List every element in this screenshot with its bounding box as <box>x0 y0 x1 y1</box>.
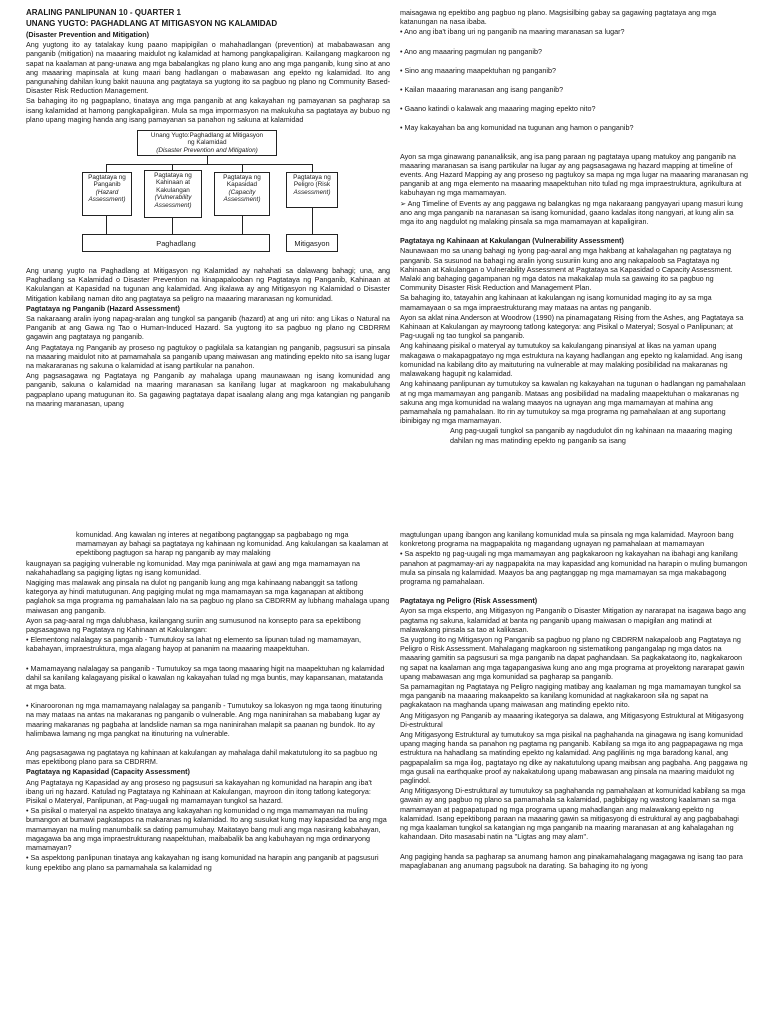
bullet-item: • Sa aspekto ng pag-uugali ng mga mamamayan ang pagkakaroon ng kakayahan na ibahagi ang kanilang panahon at pagmamay-ari ay nagpapakita na may kapasidad ang komunidad na harapin o muling bumangon mula sa pinsala ng kalamidad. Maayos ba ang pagtanggap ng mga mamamayan sa mga makabagong programa ng pamahalaan. <box>400 549 748 587</box>
paragraph: Ang Mitigasyong Di-estruktural ay tumutukoy sa paghahanda ng pamahalaan at komunidad kabilang sa mga gawain ay ang pagbuo ng plano sa pamamahala sa kalamidad, pagbibigay ng wastong kaalaman sa mga mamamayan at pagpapatupad ng mga programa upang mahadlangan ang malawakang epekto ng kalamidad. Isang epektibong paraan na maaaring gawin sa mitigasyong di estruktural ay ang pagbabahagi ng mga kaalaman tungkol sa katangian ng mga panganib na maaring maranasan at ang kahalagahan ng kahandaan. Dito masasabi natin na "Ligtas ang may alam". <box>400 786 746 842</box>
diagram-connector <box>207 156 208 164</box>
diagram-box-text: Paghadlang <box>156 239 196 249</box>
diagram-hazard-box <box>82 172 132 216</box>
top-left-column <box>26 8 390 409</box>
diagram-connector <box>312 208 313 234</box>
bullet-item: • Kinarooronan ng mga mamamayang nalalagay sa panganib - Tumutukoy sa lokasyon ng mga taong itinuturing na may mataas na antas na makaranas ng panganib o vulnerable. Ang mga naninirahan sa mababang lugar ay maaring makaranas ng pagbaha at landslide naman sa mga naninirahan malapit sa paanan ng bundok. Ito ay halimbawa lamang ng mga pangkat na itinuturing na vulnerable. <box>26 701 382 738</box>
paragraph: Ayon sa mga ginawang pananaliksik, ang isa pang paraan ng pagtataya upang matukoy ang panganib na maaaring maranasan sa isang partikular na lugar ay ang pagsasagawa ng hazard mapping at timeline of events. Ang Hazard Mapping ay ang proseso ng pagtukoy sa mapa ng mga lugar na maaaring maranasan ng panganib at ang mga elemento na maaaring maapektuhan nito tulad ng mga impraestruktura, agrikultura at kabuhayan ng mga mamamayan. <box>400 151 749 198</box>
diagram-box-text: Assessment) <box>223 196 261 204</box>
diagram-connector <box>242 164 243 172</box>
paragraph: komunidad. Ang kawalan ng interes at negatibong pagtanggap sa pagbabago ng mga mamamayan ay bahagi sa pagtataya ng kahinaan ng komunidad. Ang kakulangan sa kaalaman at epektibong pagtugon sa harap ng panganib ay may malaking <box>76 530 389 558</box>
diagram-connector <box>106 216 107 234</box>
section-heading-vulnerability: Pagtataya ng Kahinaan at Kakulangan (Vulnerability Assessment) <box>400 236 624 246</box>
diagram-connector <box>106 164 107 172</box>
paragraph: Ang yugtong ito ay tatalakay kung paano mapipigilan o mahahadlangan (prevention) at mababawasan ang panganib (mitigation) na maaaring maidulot ng kalamidad at hamong pangkapaligiran. Kailangang magkaroon ng sapat na kaalaman at pang-unawa ang mga babalangkas ng plano kung ano ang mga panganib, kung sino at ano ang maaaring mapinsala at kung maari bang hadlangan o mabawasan ang epekto ng kalamidad. Ito ang pangunahing dahilan kung bakit nauuna ang pagtataya sa yugtong ito sa pagbuo ng plano ng Community Based-Disaster Risk Reduction Management. <box>26 40 390 96</box>
diagram-connector <box>172 218 173 234</box>
diagram-box-text: Kapasidad <box>226 181 258 189</box>
diagram-root-text: ng Kalamidad <box>187 139 227 147</box>
diagram-risk-box <box>286 172 338 208</box>
diagram-box-text: Pagtataya ng <box>88 174 126 182</box>
paragraph: Ayon sa pag-aaral ng mga dalubhasa, kailangang suriin ang sumusunod na konsepto para sa epektibong pagsasagawa ng Pagtataya ng Kahinaan at Kakulangan: <box>26 615 361 635</box>
paragraph: Ang Pagtataya ng Kapasidad ay ang proseso ng pagsusuri sa kakayahan ng komunidad na harapin ang iba't ibang uri ng hazard. Katulad ng Pagtataya ng Kahinaan at Kakulangan, mayroon din itong tatlong kategorya: Pisikal o Materyal, Panlipunan, at Pag-uugali ng mamamayan tungkol sa hazard. <box>26 777 372 806</box>
paragraph: Ang pagiging handa sa pagharap sa anumang hamon ang pinakamahalagang magagawa ng isang tao para mapaglabanan ang anumang pagsubok na darating. Sa bahaging ito ng iyong <box>400 851 743 870</box>
paragraph: Ang unang yugto na Paghadlang at Mitigasyon ng Kalamidad ay nahahati sa dalawang bahagi; una, ang Paghadlang sa Kalamidad o Disaster Prevention na kinapapalooban ng Pagtataya ng Panganib, Kahinaan at Kakulangan at Kapasidad na tugunan ang kalamidad. Ang ikalawa ay ang Mitigasyon ng Kalamidad o Disaster Mitigation kabilang naman dito ang pagtataya sa peligro na maaaring maranasan ng komunidad. <box>26 266 390 303</box>
guide-question: • May kakayahan ba ang komunidad na tugunan ang hamon o panganib? <box>400 123 634 133</box>
diagram-box-text: Mitigasyon <box>294 239 330 249</box>
diagram-box-text: (Hazard <box>95 188 119 196</box>
paragraph: Ang Pagtataya ng Panganib ay proseso ng pagtukoy o pagkilala sa katangian ng panganib, pagsusuri sa pinsala na maaaring maidulot nito at pamamahala sa panganib upang maiwasan ang matinding epekto nito sa isang lugar na makararanas ng sakuna o kalamidad at isang partikular na panahon. <box>26 342 390 371</box>
diagram-box-text: Assessment) <box>154 201 192 209</box>
diagram-mitigation-box <box>286 234 338 252</box>
guide-question: • Ano ang iba't ibang uri ng panganib na maaring maranasan sa lugar? <box>400 27 625 37</box>
paragraph: maisagawa ng epektibo ang pagbuo ng plano. Magsisilbing gabay sa gagawing pagtataya ang mga katanungan na nasa ibaba. <box>400 8 717 27</box>
guide-question: • Gaano katindi o kalawak ang maaaring maging epekto nito? <box>400 104 596 114</box>
guide-question: • Ano ang maaaring pagmulan ng panganib? <box>400 46 542 56</box>
bottom-left-column <box>26 530 390 873</box>
top-right-column <box>400 8 748 446</box>
paragraph: Ang kahinaang panlipunan ay tumutukoy sa kawalan ng kakayahan na tugunan o hadlangan ng pamahalaan at ng mga mamamayan ang panganib. Mataas ang posibilidad na madaling maapektuhan o makaranas ng sakuna ang mga komunidad na walang maayos na ugnayan ang mga mamamayan at mahina ang pamamahala ng pamahalaan. Ito rin ay tumutukoy sa mga programa ng pamahalaan at ang suportang ibinibigay ng mga mamamayan. <box>400 379 746 426</box>
section-heading-hazard: Pagtataya ng Panganib (Hazard Assessment) <box>26 303 180 313</box>
diagram-box-text: Pagtataya ng <box>223 174 261 182</box>
paragraph: Sa nakaraang aralin iyong napag-aralan ang tungkol sa panganib (hazard) at ang uri nito: ang Likas o Natural na Panganib at ang Gawa ng Tao o Human-Induced Hazard. Sa yugtong ito sa pagbuo ng plano ng CBDRRM gagawin ang pagtataya ng panganib. <box>26 314 390 342</box>
paragraph: Sa yugtong ito ng Mitigasyon ng Panganib sa pagbuo ng plano ng CBDRRM nakapaloob ang Pagtataya ng Peligro o Risk Assessment. Mahalagang magkaroon ng sistematikong pangangalap ng mga datos na maaaring gamitin sa pagsusuri sa mga panganib na dapat paghandaan. Sa pagkakataong ito, nagkakaroon ng sapat na kaalaman ang mga tagapangasiwa kung ano ang mga programa at proyektong nararapat gawin upang mabawasan ang mga komunidad sa pagharap sa panganib. <box>400 635 745 681</box>
bullet-item: • Elementong nalalagay sa panganib - Tumutukoy sa lahat ng elemento sa lipunan tulad ng mamamayan, kabahayan, impraestruktura, mga alagang hayop at pananim na maaaring maapektuhan. <box>26 635 361 654</box>
paragraph: Naunawaan mo sa unang bahagi ng iyong pag-aaral ang mga hakbang at kahalagahan ng pagtataya ng panganib. Sa susunod na bahagi ng aralin iyong susuriin kung ano ang nakapaloob sa Pagtataya ng Kahinaan at Kakulangan o Vulnerability Assessment at Pagtataya sa Kapasidad o Capacity Assessment. Malaki ang bahaging gagampanan ng mga datos na makakalap mula sa gawaing ito sa pagbuo ng Community Disaster Risk Reduction and Management Plan. <box>400 246 733 293</box>
paragraph: Ang pagsasagawa ng pagtataya ng kahinaan at kakulangan ay mahalaga dahil makatutulong ito sa pagbuo ng mas epektibong plano para sa CBDRRM. <box>26 748 378 767</box>
diagram-prevention-box <box>82 234 270 252</box>
diagram-root-box <box>137 130 277 156</box>
diagram-connector <box>106 164 312 165</box>
bullet-item: • Sa pisikal o materyal na aspekto tinataya ang kakayahan ng komunidad o ng mga mamamayan na muling bumangon at bumawi pagkatapos na makaranas ng kalamidad. Ito ang susukat kung may kapasidad ba ang mga mamamayan na muling manumbalik sa dating pamumuhay. Maitatayo bang muli ang mga nasirang kabahayan, magagawa ba ang mga impraestrukturang naapektuhan, maibabalik ba ang kabuhayan ng mga ordinaryong mamamayan? <box>26 806 387 853</box>
prevention-mitigation-diagram <box>82 130 332 260</box>
lesson-subtitle: (Disaster Prevention and Mitigation) <box>26 30 150 39</box>
section-heading-risk: Pagtataya ng Peligro (Risk Assessment) <box>400 596 538 606</box>
paragraph: Ang pagsasagawa ng Pagtataya ng Panganib ay mahalaga upang maunawaan ng isang komunidad ang panganib, sakuna o kalamidad na maaring maranasan sa kanilang lugar at magkaroon ng makabuluhang pagpaplano upang matugunan ito. Sa gagawing pagtataya dapat isaalang alang ang mga katangian ng panganib na maaring maranasan, upang <box>26 371 390 408</box>
guide-question: • Kailan maaaring maranasan ang isang panganib? <box>400 85 564 95</box>
diagram-box-text: Panganib <box>93 181 121 189</box>
diagram-box-text: Peligro (Risk <box>293 181 331 189</box>
bullet-item: • Sa aspektong panlipunan tinataya ang kakayahan ng isang komunidad na harapin ang panganib at pagsusuri kung epektibo ang plano sa pamamahala sa kalamidad ng <box>26 853 379 872</box>
paragraph: Sa bahaging ito ng pagpaplano, tinataya ang mga panganib at ang kakayahan ng pamayanan sa pagharap sa isang kalamidad at hamong pangkapaligiran. Mula sa mga impormasyon na makukuha sa pagtataya ay bubuo ng plano upang maging handa ang isang pamayanan sa panahon ng sakuna at kalamidad <box>26 96 390 124</box>
paragraph: Ang kahinaang pisikal o materyal ay tumutukoy sa kakulangang pinansiyal at likas na yaman upang makagawa o makapagpatayo ng mga estruktura na kayang hadlangan ang epekto ng kalamidad. Ang isang komunidad na kabilang dito ay maituturing na vulnerable at may malaking posibilidad na makaranas ng malawakang hagupit ng kalamidad. <box>400 341 743 379</box>
diagram-capacity-box <box>214 172 270 216</box>
paragraph: ➢ Ang Timeline of Events ay ang paggawa ng balangkas ng mga nakaraang pangyayari upang masuri kung ano ang mga panganib na naranasan sa isang komunidad, gaano kadalas itong nangyari, at kung alin sa mga ito ang nagdulot ng malaking pinsala sa mga mamamayan at kapaligiran. <box>400 198 743 227</box>
diagram-connector <box>312 164 313 172</box>
diagram-root-text: Unang Yugto:Paghadlang at Mitigasyon <box>150 132 264 140</box>
paragraph: magtulungan upang ibangon ang kanilang komunidad mula sa pinsala ng mga kalamidad. Mayroon bang konkretong programa na magpapakita ng magandang ugnayan ng pamahalaan at mamamayan <box>400 530 734 549</box>
paragraph: Sa bahaging ito, tatayahin ang kahinaan at kakulangan ng isang komunidad maging ito ay sa mga mamamayaan o sa mga impraestrukturang may mataas na antas ng panganib. <box>400 293 712 312</box>
paragraph: Sa pamamagitan ng Pagtataya ng Peligro nagiging matibay ang kaalaman ng mga mamamayan tungkol sa mga panganib na maaaring makaapekto sa kanilang komunidad at nagkakaroon sila ng sapat na pagkakataon na maghanda upang maiwasan ang matinding epekto nito. <box>400 682 741 710</box>
paragraph: Ang Mitigasyon ng Panganib ay maaaring ikategorya sa dalawa, ang Mitigasyong Estruktural at Mitigasyong Di-estruktural <box>400 710 744 729</box>
diagram-box-text: Pagtataya ng <box>154 172 192 180</box>
paragraph: Ayon sa aklat nina Anderson at Woodrow (1990) na pinamagatang Rising from the Ashes, ang Pagtataya sa Kahinaan at Kakulangan ay mayroong tatlong kategorya: ang Pisikal o Materyal; Sosyal o Panlipunan; at Pag-uugali ng tao tungkol sa panganib. <box>400 312 744 341</box>
paragraph: Ang pag-uugali tungkol sa panganib ay nagdudulot din ng kahinaan na maaaring maging dahilan ng mas matinding epekto ng panganib sa isang <box>450 426 733 445</box>
diagram-box-text: Kahinaan at <box>155 179 191 187</box>
section-heading-capacity: Pagtataya ng Kapasidad (Capacity Assessment) <box>26 767 190 777</box>
paragraph: Ang Mitigasyong Estruktural ay tumutukoy sa mga pisikal na paghahanda na ginagawa ng isang komunidad upang maging handa sa panahon ng pagtama ng panganib. Kabilang sa mga ito ang pagpapagawa ng mga estruktura na hahadlang sa matinding epekto ng kalamidad. Ang paglilinis ng mga baradong kanal, ang pagpapalalim sa mga ilog, pagtatayo ng dike ay nakatutulong upang maibsan ang pagbaha. Ang paggawa ng mga gusali na earthquake proof ay nakakatulong upang mabawasan ang pinsala na maaring maidulot ng paglindol. <box>400 730 748 786</box>
diagram-connector <box>242 216 243 234</box>
paragraph: Ayon sa mga eksperto, ang Mitigasyon ng Panganib o Disaster Mitigation ay nararapat na isagawa bago ang pagtama ng sakuna, kalamidad at banta ng panganib upang maiwasan o mapigilan ang matindi at malawakang pinsala sa tao at kalikasan. <box>400 606 746 634</box>
diagram-vulnerability-box <box>144 170 202 218</box>
paragraph: kaugnayan sa pagiging vulnerable ng komunidad. May mga paniniwala at gawi ang mga mamamayan na nakahahadlang sa pagiging ligtas ng isang komunidad. <box>26 558 361 577</box>
diagram-box-text: Pagtataya ng <box>293 174 331 182</box>
lesson-title: UNANG YUGTO: PAGHADLANG AT MITIGASYON NG KALAMIDAD <box>26 19 278 28</box>
diagram-box-text: Assessment) <box>88 196 126 204</box>
course-header: ARALING PANLIPUNAN 10 - QUARTER 1 <box>26 8 181 17</box>
guide-question: • Sino ang maaaring maapektuhan ng panganib? <box>400 65 556 75</box>
diagram-box-text: Assessment) <box>293 188 331 196</box>
bottom-right-column <box>400 530 748 871</box>
diagram-box-text: (Capacity <box>228 188 256 196</box>
diagram-box-text: Kakulangan <box>156 186 190 194</box>
diagram-box-text: (Vulnerability <box>154 194 192 202</box>
diagram-root-text: (Disaster Prevention and Mitigation) <box>156 146 258 154</box>
bullet-item: • Mamamayang nalalagay sa panganib - Tumutukoy sa mga taong maaaring higit na maapektuhan ng kalamidad dahil sa kanilang kalagayang pisikal o kawalan ng kakayahan tulad ng mga buntis, may kapansanan, matatanda at mga bata. <box>26 663 385 692</box>
paragraph: Nagiging mas malawak ang pinsala na dulot ng panganib kung ang mga kahinaang nabanggit sa tatlong kategorya ay hindi matutugunan. Ang pagiging mulat ng mga mamamayan sa mga kaganapan at aktibong paglahok sa mga programa ng pamahalaan lalo na sa pagbuo ng plano sa CBDRRM ay lubhang mahalaga upang maiwasan ang panganib. <box>26 578 390 615</box>
